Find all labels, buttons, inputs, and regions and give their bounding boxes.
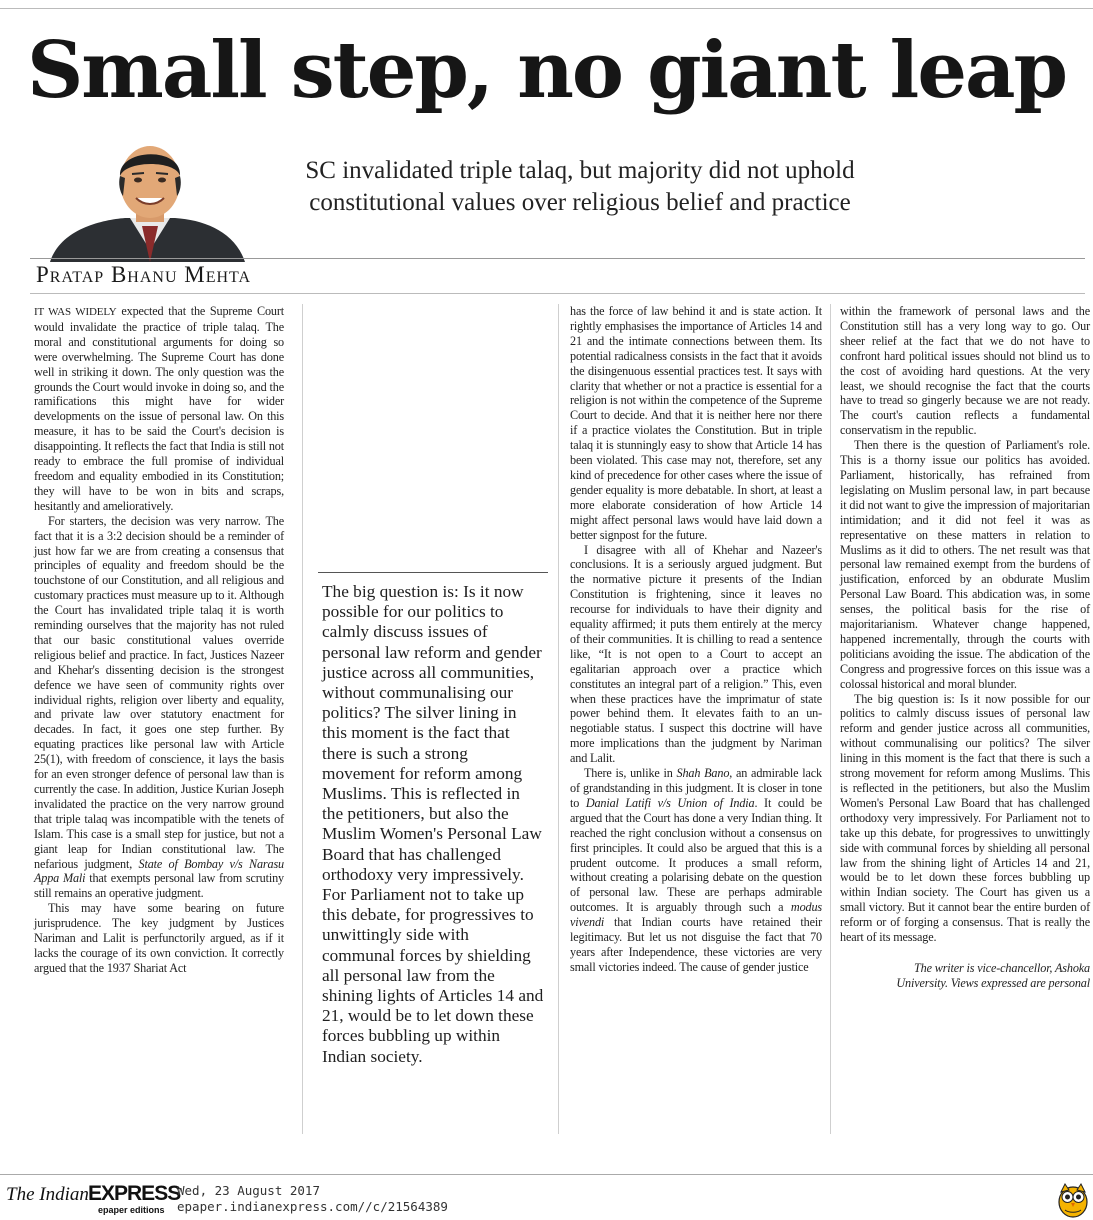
pullquote: The big question is: Is it now possible for our politics to calmly discuss issues of personal law reform and gender justice across all communities, without communalising our politics? The silver lining in this moment is the fact that there is such a strong movement for reform among Muslims. This is reflected in the petitioners, but also the Muslim Women's Personal Law Board that has challenged orthodoxy very impressively. For Parliament not to take up this debate, for progressives to unwittingly side with communal forces by shielding all personal law from the shining lights of Articles 14 and 21, would be to let down these forces bubbling up within Indian society.	[322, 582, 544, 1066]
case-name: Shah Bano	[676, 766, 730, 781]
pullquote-rule	[318, 572, 548, 573]
paragraph: Then there is the question of Parliament's role. This is a thorny issue our politics has avoided. Parliament, historically, has refrained from legislating on Muslim personal law, in part because it did not want to give the impression of majoritarian intimidation; and it did not feel it was as representative on these matters in relation to Muslims as it did to others. The net result was that personal law remained exempt from the burdens of justification, enforced by an obdurate Muslim Personal Law Board. This abdication was, in some senses, the political basis for the rise of majoritarianism. Whatever change happened, happened incrementally, through the courts with politicians avoiding the issue. The abdication of the Congress and progressive forces on this issue was a colossal historical and moral blunder.	[840, 438, 1090, 691]
byline-rule	[30, 258, 1085, 259]
latin-term: modus vivendi	[570, 900, 822, 930]
paragraph: IT WAS WIDELY expected that the Supreme Court would invalidate the practice of triple talaq. The moral and constitutional arguments for doing so were overwhelming. The Supreme Court has done well in striking it down. The only question was the grounds the Court would invoke in doing so, and the ramifications this might have for wider developments on the issue of personal law. On this measure, it has to be said the Court's decision is disappointing. It reflects the fact that India is still not ready to embrace the full promise of individual freedom and equality embodied in its Constitution; they will have to be won in bits and scraps, hesitantly and amelioratively.	[34, 304, 284, 513]
footer-rule	[0, 1174, 1093, 1175]
paragraph: The big question is: Is it now possible for our politics to calmly discuss issues of personal law reform and gender justice across all communities, without communalising our politics? The silver lining in this moment is the fact that there is such a strong movement for reform among Muslims. This is reflected in the petitioners, but also the Muslim Women's Personal Law Board that has challenged orthodoxy very impressively. For Parliament not to take up this debate, for progressives to unwittingly side with communal forces by shielding all personal law from the shining light of Articles 14 and 21, would be to let down these forces bubbling up within Indian society. The Court has given us a small victory. But it cannot bear the entire burden of reform or of forging a consensus. That is really the heart of its message.	[840, 691, 1090, 945]
article-deck	[260, 155, 900, 219]
byline-rule-lower	[30, 293, 1085, 294]
paragraph: There is, unlike in Shah Bano, an admirable lack of grandstanding in this judgment. It is closer in tone to Danial Latifi v/s Union of India. It could be argued that the Court has done a very Indian thing. It reached the right conclusion without a consensus on first principles. It could also be argued that this is a prudent outcome. It produces a small reform, without creating a polarising debate on the question of personal law. These are perhaps admirable outcomes. It is arguably through such a modus vivendi that Indian courts have retained their legitimacy. But let us not disguise the fact that 70 years after Independence, these victories are very small victories indeed. The cause of gender justice	[570, 766, 823, 974]
author-name: Pratap Bhanu Mehta	[36, 262, 252, 287]
author-tagline: The writer is vice-chancellor, Ashoka University. Views expressed are personal	[896, 960, 1090, 990]
headline: Small step, no giant leap	[26, 25, 1067, 116]
column-rule	[558, 304, 559, 1134]
top-rule	[0, 8, 1093, 9]
paragraph: within the framework of personal laws and the Constitution still has a very long way to go. Our sheer relief at the fact that we do not have to confront hard political issues should not blind us to the cost of avoiding hard questions. At the very least, we should recognise the fact that the courts have to tread so gingerly because we are not ready. The court's caution reflects a fundamental conservatism in the republic.	[840, 304, 1090, 438]
paragraph: I disagree with all of Khehar and Nazeer's conclusions. It is a seriously argued judgment. But the normative picture it presents of the Indian Constitution is frightening, since it leaves no recourse for individuals to have their dignity and equality affirmed; it puts them entirely at the mercy of their communities. It is chilling to read a sentence like, “It is not open to a Court to accept an egalitarian approach over a practice which constitutes an integral part of a religion.” This, even when these practices have the imprimatur of state power behind them. It elevates faith to an un-negotiable status. I suspect this doctrine will have more implications than the judgment by Nariman and Lalit.	[570, 542, 822, 766]
owl-mascot-icon[interactable]	[1056, 1180, 1090, 1218]
article-column-3	[570, 304, 822, 975]
byline	[36, 260, 251, 290]
epaper-url[interactable]: epaper.indianexpress.com//c/21564389	[177, 1198, 448, 1214]
edition-date: Wed, 23 August 2017	[177, 1183, 320, 1198]
column-rule	[302, 304, 303, 1134]
deck-line-1: SC invalidated triple talaq, but majority did not uphold	[305, 157, 855, 184]
case-name: State of Bombay v/s Narasu Appa Mali	[34, 856, 284, 886]
paragraph: has the force of law behind it and is state action. It rightly emphasises the importance of Articles 14 and 21 and the intimate connections between them. Its potential radicalness consists in the fact that it avoids the disingenuous essential practices test. It says with clarity that whether or not a practice is essential for a religion is not within the competence of the Supreme Court to decide. And that it is neither here nor there if a practice violates the Constitution. But in triple talaq it is stunningly easy to show that Article 14 has been violated. This case may not, therefore, set any kind of precedence for other cases where the issue of gender equality is more debatable. In short, at least a more elaborate consideration of how Article 14 might affect personal laws would have laid down a better signpost for the future.	[570, 304, 822, 542]
footer-meta	[177, 1183, 448, 1214]
lead-in: IT WAS WIDELY	[34, 306, 117, 318]
case-name: Danial Latifi v/s Union of India	[585, 795, 755, 810]
paragraph: For starters, the decision was very narrow. The fact that it is a 3:2 decision should be a reminder of just how far we are from creating a consensus that principles of equality and freedom should be the touchstone of our Constitution, and all religious and customary practices must measure up to it. Although the Court has invalidated triple talaq it is worth reminding ourselves that the majority has not ruled that our basic constitutional values override religious belief and practice. In fact, Justices Nazeer and Khehar's dissenting decision is the strongest defence we have seen of community rights over individual rights, religion over liberty and equality, and private law over statutory enactment for decades. In fact, it goes one step further. By equating practices like personal law with Article 25(1), with freedom of conscience, it lays the basis for an even stronger defence of personal law than is currently the case. In addition, Justice Kurian Joseph invalidated the practice on the very narrow ground that triple talaq was incompatible with the tenets of Islam. This case is a small step for justice, but not a giant leap for Indian constitutional law. The nefarious judgment, State of Bombay v/s Narasu Appa Mali that exempts personal law from scrutiny still remains an operative judgment.	[34, 513, 284, 901]
author-portrait	[30, 140, 260, 262]
paragraph: This may have some bearing on future jurisprudence. The key judgment by Justices Nariman and Lalit is perfunctorily argued, as if it lacks the courage of its own conviction. It correctly argued that the 1937 Shariat Act	[34, 901, 284, 975]
indian-express-logo[interactable]: The Indian EXPRESS epaper editions	[6, 1182, 181, 1215]
deck-line-2: constitutional values over religious belief and practice	[309, 189, 851, 216]
article-column-4	[840, 304, 1090, 991]
column-rule	[830, 304, 831, 1134]
article-column-1	[34, 304, 284, 976]
